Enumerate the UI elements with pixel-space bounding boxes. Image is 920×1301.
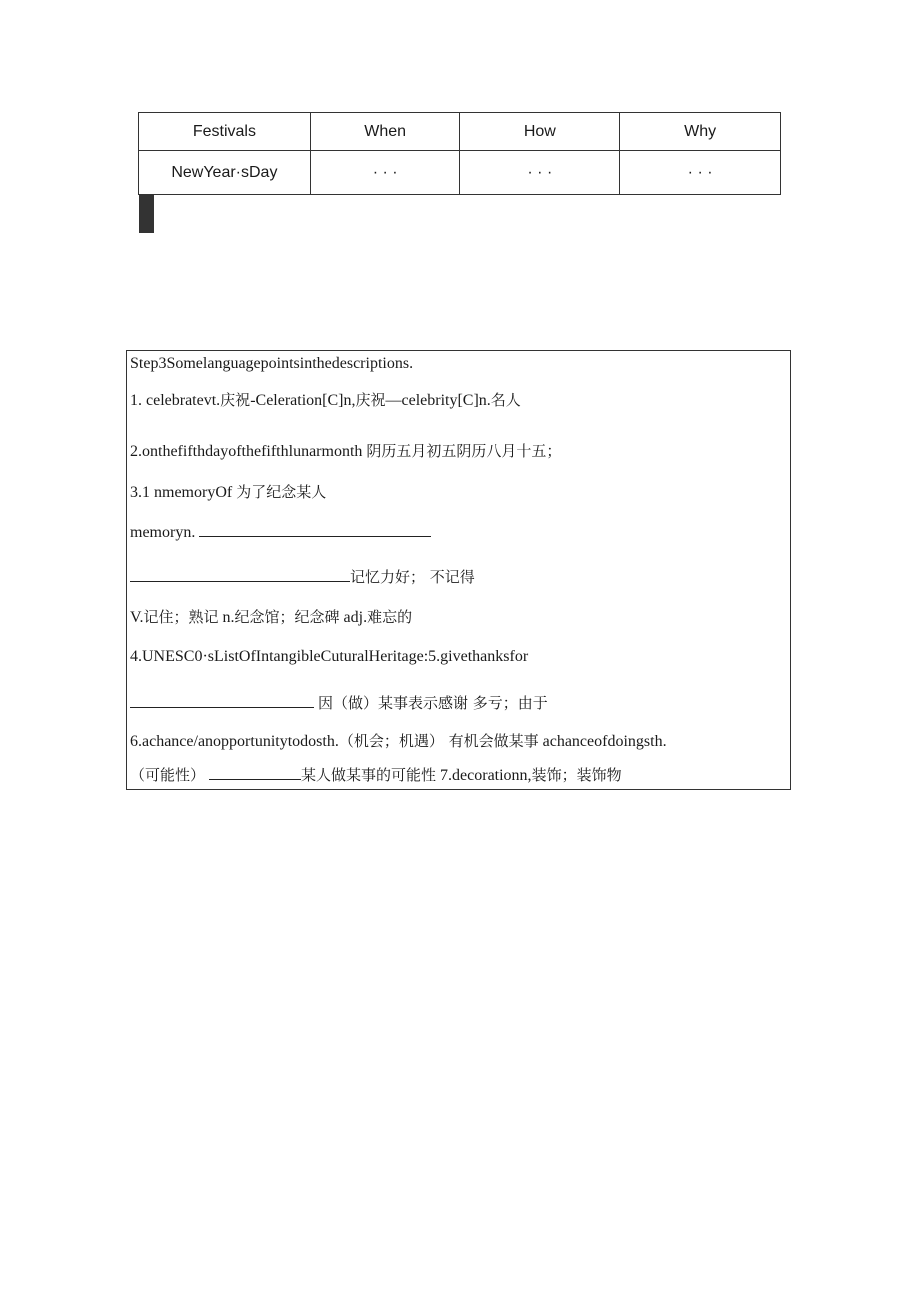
cell-when: · · · bbox=[310, 151, 460, 195]
note-line-4 bbox=[130, 522, 431, 543]
table-row-empty bbox=[149, 195, 154, 210]
note-text: adj. bbox=[343, 609, 368, 626]
cell-festival-name: NewYear·sDay bbox=[139, 151, 311, 195]
note-text-cn: 记住；熟记 bbox=[143, 608, 219, 626]
table-row bbox=[139, 151, 781, 195]
note-text-cn: 因（做）某事表示感谢 多亏；由于 bbox=[318, 694, 548, 712]
festivals-table bbox=[138, 112, 781, 215]
note-text-cn: （机会；机遇） 有机会做某事 bbox=[338, 732, 539, 750]
note-text-cn: 装饰；装饰物 bbox=[531, 766, 622, 784]
cell-how: · · · bbox=[460, 151, 620, 195]
note-text: achanceofdoingsth. bbox=[542, 733, 667, 750]
language-points-box bbox=[126, 350, 791, 790]
header-festivals: Festivals bbox=[139, 113, 311, 151]
note-text-cn: 难忘的 bbox=[367, 608, 413, 626]
cell-why: · · · bbox=[620, 151, 781, 195]
note-text-cn: 记忆力好； 不记得 bbox=[350, 568, 475, 586]
note-text: 1. celebratevt. bbox=[130, 392, 221, 409]
note-text: V. bbox=[130, 609, 144, 626]
table-header-row bbox=[139, 113, 781, 151]
note-text-cn: 纪念馆；纪念碑 bbox=[234, 608, 340, 626]
note-text-cn: （可能性） bbox=[130, 766, 206, 784]
notes-title: Step3Somelanguagepointsinthedescriptions. bbox=[130, 355, 414, 372]
empty-cell[interactable] bbox=[152, 196, 153, 233]
note-text: n. bbox=[222, 609, 235, 626]
note-line-5 bbox=[130, 567, 475, 588]
note-text: memoryn. bbox=[130, 524, 196, 541]
note-line-9 bbox=[130, 731, 667, 752]
note-text-cn: 阴历五月初五阴历八月十五； bbox=[366, 442, 562, 460]
note-text: 3.1 nmemoryOf bbox=[130, 484, 233, 501]
header-why: Why bbox=[620, 113, 781, 151]
fill-in-blank[interactable] bbox=[199, 522, 431, 537]
note-text-cn: 庆祝 bbox=[220, 391, 251, 409]
note-text: 7.decorationn, bbox=[440, 767, 532, 784]
note-text: —celebrity[C]n. bbox=[385, 392, 491, 409]
note-line-6 bbox=[130, 607, 412, 628]
note-text-cn: 为了纪念某人 bbox=[236, 483, 327, 501]
note-line-10 bbox=[130, 765, 622, 786]
fill-in-blank[interactable] bbox=[130, 567, 350, 582]
note-line-7: 4.UNESC0·sListOfIntangibleCuturalHeritage:5.givethanksfor bbox=[130, 648, 529, 665]
note-text-cn: 庆祝 bbox=[355, 391, 386, 409]
header-how: How bbox=[460, 113, 620, 151]
fill-in-blank[interactable] bbox=[130, 693, 314, 708]
note-line-8 bbox=[130, 693, 548, 714]
note-text: 6.achance/anopportunitytodosth. bbox=[130, 733, 339, 750]
note-line-3 bbox=[130, 482, 326, 503]
note-text-cn: 名人 bbox=[490, 391, 521, 409]
note-line-2 bbox=[130, 441, 561, 462]
note-text: -Celeration[C]n, bbox=[250, 392, 356, 409]
note-text: 2.onthefifthdayofthefifthlunarmonth bbox=[130, 443, 363, 460]
note-line-1 bbox=[130, 390, 521, 411]
header-when: When bbox=[310, 113, 460, 151]
note-text-cn: 某人做某事的可能性 bbox=[301, 766, 437, 784]
fill-in-blank[interactable] bbox=[209, 765, 301, 780]
